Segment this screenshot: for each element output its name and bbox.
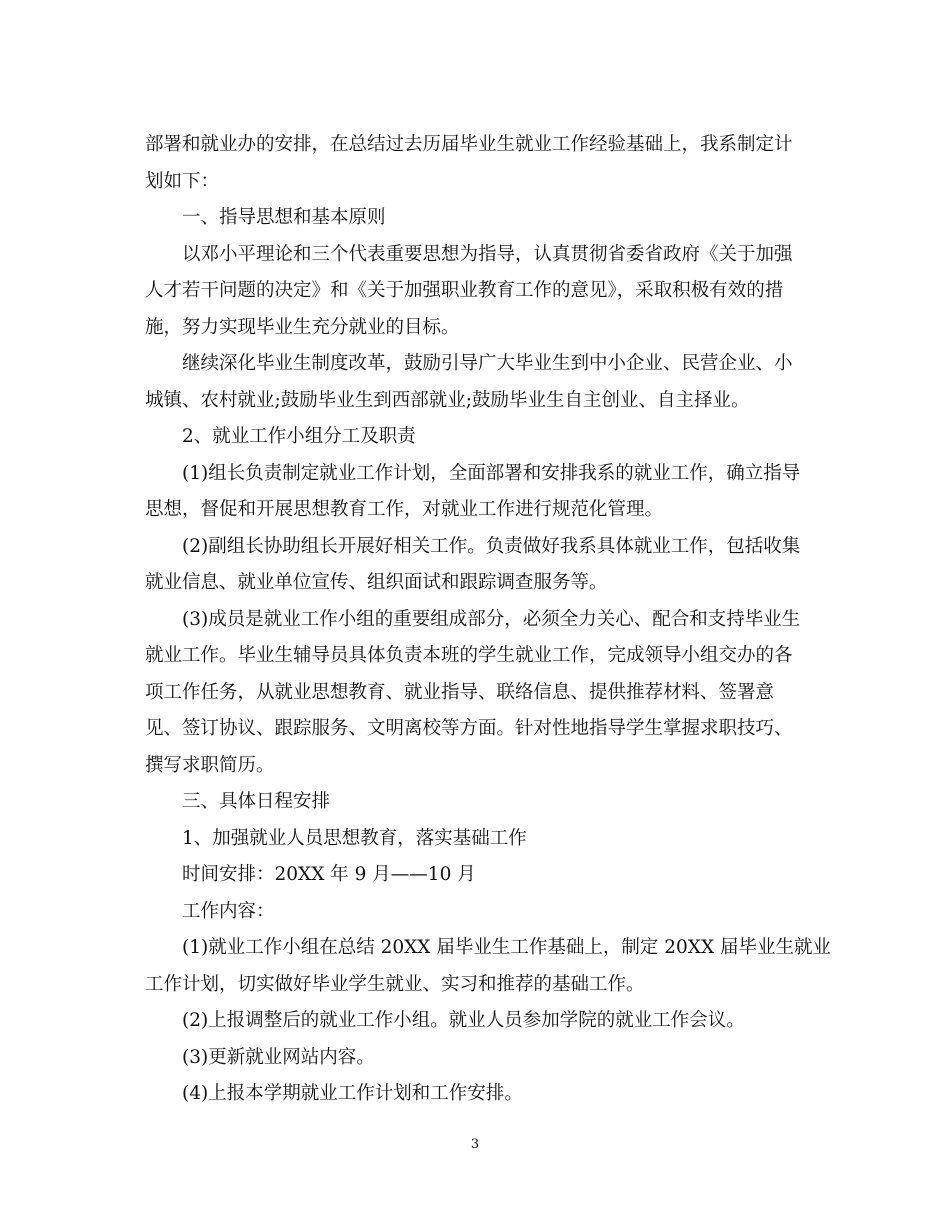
text-line: 城镇、农村就业;鼓励毕业生到西部就业;鼓励毕业生自主创业、自主择业。 [145,389,750,411]
subsection-heading: 1、加强就业人员思想教育，落实基础工作 [182,827,527,849]
text-line: (1)组长负责制定就业工作计划，全面部署和安排我系的就业工作，确立指导 [182,462,801,484]
text-line: (3)更新就业网站内容。 [182,1046,375,1068]
text-line: 撰写求职简历。 [145,754,275,776]
text-line: 继续深化毕业生制度改革，鼓励引导广大毕业生到中小企业、民营企业、小 [182,353,793,374]
text-line: 工作计划，切实做好毕业学生就业、实习和推荐的基础工作。 [145,973,645,995]
text-line: 施，努力实现毕业生充分就业的目标。 [145,316,460,338]
text-line: 部署和就业办的安排，在总结过去历届毕业生就业工作经验基础上，我系制定计 [145,134,793,155]
text-line: (2)上报调整后的就业工作小组。就业人员参加学院的就业工作会议。 [182,1010,745,1031]
text-line: 见、签订协议、跟踪服务、文明离校等方面。针对性地指导学生掌握求职技巧、 [145,718,793,739]
text-line: 划如下： [145,170,220,192]
document-body [145,127,831,1113]
page-number: 3 [470,1137,480,1152]
text-line: 就业工作。毕业生辅导员具体负责本班的学生就业工作，完成领导小组交办的各 [145,645,793,666]
text-line: 以邓小平理论和三个代表重要思想为指导，认真贯彻省委省政府《关于加强 [182,243,793,265]
text-line: (3)成员是就业工作小组的重要组成部分，必须全力关心、配合和支持毕业生 [182,608,801,630]
section-heading: 2、就业工作小组分工及职责 [182,426,416,447]
text-line: 思想，督促和开展思想教育工作，对就业工作进行规范化管理。 [145,499,664,520]
text-line: (4)上报本学期就业工作计划和工作安排。 [182,1083,523,1104]
text-line: (1)就业工作小组在总结 20XX 届毕业生工作基础上，制定 20XX 届毕业生就业 [182,937,831,958]
work-content-label: 工作内容： [182,900,275,922]
text-line: (2)副组长协助组长开展好相关工作。负责做好我系具体就业工作，包括收集 [182,535,801,557]
schedule-time: 时间安排：20XX 年 9 月——10 月 [182,864,476,885]
text-line: 项工作任务，从就业思想教育、就业指导、联络信息、提供推荐材料、签署意 [145,681,775,703]
text-line: 就业信息、就业单位宣传、组织面试和跟踪调查服务等。 [145,572,608,593]
text-line: 人才若干问题的决定》和《关于加强职业教育工作的意见》，采取积极有效的措 [145,280,784,301]
section-heading: 三、具体日程安排 [182,791,331,812]
section-heading: 一、指导思想和基本原则 [182,207,386,228]
